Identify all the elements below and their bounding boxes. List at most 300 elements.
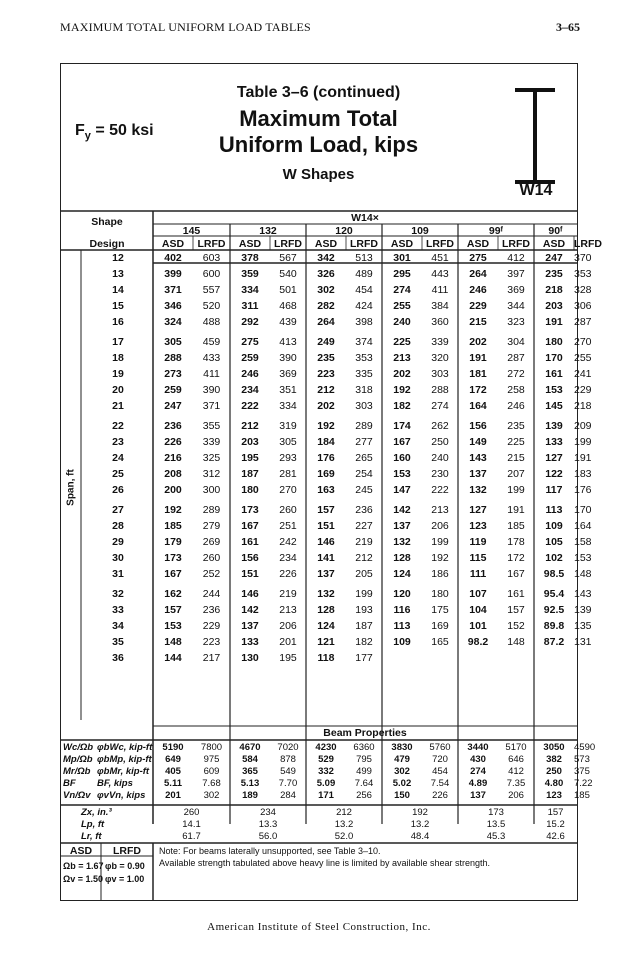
load-value: 124	[393, 568, 411, 580]
load-value: 384	[431, 300, 449, 312]
load-value: 292	[241, 316, 259, 328]
load-value: 156	[241, 552, 259, 564]
bp-lrfd-label: φvVn, kips	[97, 790, 146, 801]
load-value: 187	[355, 620, 373, 632]
load-value: 98.5	[543, 568, 565, 580]
load-value: 339	[431, 336, 449, 348]
load-value: 186	[431, 568, 449, 580]
load-value: 274	[393, 284, 411, 296]
bp-value: 5190	[162, 742, 184, 753]
load-value: 101	[469, 620, 487, 632]
bp-value: 795	[356, 754, 372, 765]
bp-value: 5170	[505, 742, 527, 753]
group-header: W14×	[351, 212, 379, 224]
bp-single-value: 13.2	[410, 819, 430, 830]
load-value: 185	[164, 520, 182, 532]
bp-single-label: Zx, in.³	[81, 807, 112, 818]
load-value: 246	[241, 368, 259, 380]
load-value: 160	[393, 452, 411, 464]
load-value: 102	[545, 552, 563, 564]
span-value: 31	[112, 568, 124, 580]
load-value: 113	[393, 620, 411, 632]
load-value: 203	[241, 436, 259, 448]
load-value: 222	[431, 484, 449, 496]
bp-value: 375	[574, 766, 590, 777]
load-value: 175	[431, 604, 449, 616]
bp-single-value: 192	[412, 807, 428, 818]
load-value: 216	[164, 452, 182, 464]
load-value: 443	[431, 268, 449, 280]
bp-value: 171	[318, 790, 334, 801]
load-value: 128	[317, 604, 335, 616]
load-value: 242	[279, 536, 297, 548]
span-value: 36	[112, 652, 124, 664]
load-value: 146	[241, 588, 259, 600]
load-value: 247	[164, 400, 182, 412]
bp-asd-label: Vn/Ωv	[63, 790, 91, 801]
load-value: 193	[355, 604, 373, 616]
load-value: 144	[164, 652, 182, 664]
load-value: 199	[431, 536, 449, 548]
load-value: 246	[507, 400, 525, 412]
load-value: 153	[545, 384, 563, 396]
load-value: 180	[241, 484, 259, 496]
load-value: 192	[393, 384, 411, 396]
load-value: 433	[202, 352, 221, 364]
bp-value: 878	[280, 754, 296, 765]
load-value: 304	[507, 336, 525, 348]
shape-tag: W14	[519, 182, 553, 199]
load-value: 225	[393, 336, 411, 348]
weight-header: 99ᶠ	[488, 225, 504, 237]
load-value: 320	[431, 352, 449, 364]
load-value: 289	[355, 420, 373, 432]
load-value: 223	[317, 368, 335, 380]
bp-lrfd-label: φbMr, kip-ft	[97, 766, 150, 777]
fy-symbol: F	[75, 122, 85, 139]
load-value: 205	[355, 568, 373, 580]
load-value: 192	[431, 552, 449, 564]
bp-value: 7.22	[574, 778, 593, 789]
weight-header: 145	[182, 225, 201, 237]
load-value: 115	[469, 552, 487, 564]
load-value: 251	[279, 520, 297, 532]
span-value: 16	[112, 316, 124, 328]
load-value: 157	[507, 604, 525, 616]
load-value: 187	[241, 468, 259, 480]
bp-single-value: 61.7	[182, 831, 201, 842]
span-value: 21	[112, 400, 124, 412]
load-value: 113	[545, 504, 563, 516]
bp-asd-label: Wc/Ωb	[63, 742, 94, 753]
load-value: 270	[574, 336, 592, 348]
page-number: 3–65	[556, 20, 580, 34]
asd-header: ASD	[542, 238, 566, 250]
load-value: 397	[507, 268, 525, 280]
load-value: 137	[469, 468, 487, 480]
load-value: 118	[317, 652, 335, 664]
load-value: 424	[355, 300, 373, 312]
load-value: 275	[469, 252, 487, 264]
load-value: 273	[164, 368, 182, 380]
load-value: 202	[469, 336, 487, 348]
bp-value: 549	[280, 766, 296, 777]
load-value: 246	[469, 284, 487, 296]
load-value: 334	[279, 400, 297, 412]
load-value: 351	[279, 384, 297, 396]
load-value: 208	[164, 468, 182, 480]
load-value: 272	[507, 368, 525, 380]
load-value: 167	[164, 568, 182, 580]
load-value: 281	[279, 468, 297, 480]
load-value: 161	[507, 588, 525, 600]
load-value: 323	[507, 316, 525, 328]
load-value: 282	[317, 300, 335, 312]
span-value: 33	[112, 604, 124, 616]
load-value: 269	[202, 536, 221, 548]
load-value: 169	[317, 468, 335, 480]
span-value: 23	[112, 436, 124, 448]
span-value: 27	[112, 504, 124, 516]
load-value: 459	[202, 336, 221, 348]
span-value: 20	[112, 384, 124, 396]
weight-header: 132	[259, 225, 277, 237]
load-value: 176	[574, 484, 592, 496]
weight-header: 120	[335, 225, 353, 237]
load-value: 133	[241, 636, 259, 648]
load-value: 217	[202, 652, 221, 664]
load-value: 218	[545, 284, 563, 296]
bp-value: 185	[574, 790, 590, 801]
span-value: 12	[112, 252, 124, 264]
bp-value: 7.64	[354, 778, 374, 789]
bp-value: 4230	[315, 742, 337, 753]
load-value: 183	[574, 468, 592, 480]
load-value: 234	[279, 552, 297, 564]
load-value: 326	[317, 268, 335, 280]
span-value: 28	[112, 520, 124, 532]
load-value: 468	[279, 300, 297, 312]
load-value: 398	[355, 316, 373, 328]
load-value: 145	[545, 400, 563, 412]
load-value: 413	[279, 336, 297, 348]
load-value: 288	[164, 352, 182, 364]
legend-phi-v: φv = 1.00	[105, 874, 145, 884]
load-value: 303	[431, 368, 449, 380]
load-value: 127	[469, 504, 487, 516]
bp-value: 5.11	[164, 778, 182, 789]
load-value: 153	[393, 468, 411, 480]
load-value: 318	[355, 384, 373, 396]
load-value: 132	[469, 484, 487, 496]
load-value: 119	[469, 536, 487, 548]
bp-value: 137	[470, 790, 486, 801]
load-value: 370	[574, 252, 592, 264]
load-value: 360	[431, 316, 449, 328]
load-value: 177	[355, 652, 373, 664]
load-value: 264	[317, 316, 335, 328]
fy-subscript: y	[84, 130, 91, 143]
bp-value: 479	[394, 754, 410, 765]
load-value: 240	[393, 316, 411, 328]
load-value: 439	[279, 316, 297, 328]
load-value: 277	[355, 436, 373, 448]
span-value: 25	[112, 468, 124, 480]
bp-single-value: 13.2	[334, 819, 354, 830]
load-value: 142	[241, 604, 259, 616]
lrfd-header: LRFD	[350, 238, 378, 250]
bp-value: 573	[574, 754, 590, 765]
span-axis-label: Span, ft	[65, 469, 77, 506]
load-value: 164	[469, 400, 487, 412]
bp-value: 7.68	[202, 778, 221, 789]
load-value: 137	[241, 620, 259, 632]
load-value: 265	[355, 452, 373, 464]
load-value: 229	[574, 384, 592, 396]
load-value: 229	[202, 620, 221, 632]
bp-lrfd-label: φbWc, kip-ft	[97, 742, 153, 753]
load-value: 236	[164, 420, 182, 432]
load-value: 157	[164, 604, 182, 616]
title-line-2: Uniform Load, kips	[218, 132, 419, 157]
load-value: 328	[574, 284, 592, 296]
load-value: 107	[469, 588, 487, 600]
bp-value: 454	[432, 766, 448, 777]
load-value: 131	[574, 636, 592, 648]
load-value: 250	[431, 436, 449, 448]
bp-value: 405	[165, 766, 181, 777]
load-value: 353	[574, 268, 592, 280]
load-value: 109	[393, 636, 411, 648]
load-value: 133	[545, 436, 563, 448]
bp-value: 382	[546, 754, 562, 765]
load-value: 287	[507, 352, 525, 364]
load-value: 173	[164, 552, 182, 564]
bp-value: 5.09	[316, 778, 336, 789]
load-value: 603	[202, 252, 221, 264]
bp-single-value: 157	[547, 807, 564, 818]
load-value: 191	[574, 452, 592, 464]
load-value: 170	[574, 504, 592, 516]
bp-value: 7.35	[506, 778, 526, 789]
load-value: 235	[507, 420, 525, 432]
load-value: 371	[202, 400, 221, 412]
fy-value: = 50 ksi	[90, 122, 154, 139]
load-value: 259	[164, 384, 182, 396]
load-value: 264	[469, 268, 487, 280]
bp-value: 4.80	[544, 778, 564, 789]
load-value: 203	[545, 300, 563, 312]
load-value: 371	[164, 284, 182, 296]
bp-value: 3440	[467, 742, 489, 753]
asd-header: ASD	[466, 238, 490, 250]
span-value: 29	[112, 536, 124, 548]
bp-single-value: 15.2	[546, 819, 565, 830]
load-value: 344	[507, 300, 525, 312]
load-value: 212	[355, 552, 373, 564]
bp-value: 302	[203, 790, 220, 801]
span-value: 13	[112, 268, 124, 280]
load-value: 215	[469, 316, 487, 328]
span-value: 19	[112, 368, 124, 380]
note-shear: Available strength tabulated above heavy line is limited by available shear strength.	[159, 858, 491, 868]
bp-value: 4590	[574, 742, 596, 753]
bp-value: 3830	[391, 742, 413, 753]
span-value: 34	[112, 620, 124, 632]
load-value: 339	[202, 436, 221, 448]
load-value: 213	[279, 604, 297, 616]
design-header: Design	[89, 238, 125, 250]
load-value: 287	[574, 316, 592, 328]
title-subtitle: W Shapes	[282, 166, 355, 183]
load-value: 105	[545, 536, 563, 548]
load-value: 305	[279, 436, 297, 448]
bp-value: 412	[508, 766, 524, 777]
load-value: 161	[241, 536, 259, 548]
load-value: 170	[545, 352, 563, 364]
bp-single-label: Lp, ft	[81, 819, 105, 830]
load-value: 143	[469, 452, 487, 464]
load-value: 451	[431, 252, 449, 264]
load-value: 557	[202, 284, 221, 296]
load-value: 158	[574, 536, 592, 548]
load-value: 191	[507, 504, 525, 516]
load-value: 184	[317, 436, 335, 448]
load-value: 274	[431, 400, 449, 412]
bp-value: 7.54	[430, 778, 450, 789]
load-value: 213	[393, 352, 411, 364]
legend-asd: ASD	[69, 845, 93, 857]
bp-value: 499	[356, 766, 372, 777]
load-value: 179	[164, 536, 182, 548]
load-value: 139	[574, 604, 592, 616]
load-value: 324	[164, 316, 182, 328]
load-value: 215	[507, 452, 525, 464]
load-value: 122	[545, 468, 563, 480]
load-value: 353	[355, 352, 373, 364]
load-value: 234	[241, 384, 259, 396]
load-value: 95.4	[543, 588, 565, 600]
load-value: 312	[202, 468, 221, 480]
load-value: 120	[393, 588, 411, 600]
bp-value: 4670	[239, 742, 261, 753]
span-value: 35	[112, 636, 124, 648]
load-value: 390	[279, 352, 297, 364]
bp-single-value: 14.1	[182, 819, 201, 830]
load-value: 302	[317, 284, 335, 296]
load-value: 141	[317, 552, 335, 564]
bp-value: 430	[470, 754, 486, 765]
load-value: 132	[393, 536, 411, 548]
load-value: 148	[164, 636, 182, 648]
span-value: 32	[112, 588, 124, 600]
bp-value: 584	[242, 754, 258, 765]
load-value: 174	[393, 420, 411, 432]
span-value: 17	[112, 336, 124, 348]
load-value: 116	[393, 604, 411, 616]
load-value: 359	[241, 268, 259, 280]
bp-value: 256	[356, 790, 372, 801]
load-value: 162	[164, 588, 182, 600]
table-number: Table 3–6 (continued)	[236, 84, 401, 101]
load-value: 178	[507, 536, 525, 548]
load-value: 182	[393, 400, 411, 412]
load-value: 130	[241, 652, 259, 664]
running-head-title: MAXIMUM TOTAL UNIFORM LOAD TABLES	[60, 20, 311, 34]
bp-value: 720	[432, 754, 448, 765]
asd-header: ASD	[390, 238, 414, 250]
load-value: 342	[317, 252, 335, 264]
bp-value: 365	[242, 766, 258, 777]
load-value: 148	[507, 636, 525, 648]
load-value: 374	[355, 336, 373, 348]
load-value: 295	[393, 268, 411, 280]
load-value: 207	[507, 468, 525, 480]
load-value: 191	[469, 352, 487, 364]
span-value: 24	[112, 452, 124, 464]
load-value: 151	[241, 568, 259, 580]
load-value: 212	[241, 420, 259, 432]
bp-value: 529	[318, 754, 334, 765]
load-value: 288	[431, 384, 449, 396]
load-value: 128	[393, 552, 411, 564]
lrfd-header: LRFD	[274, 238, 302, 250]
load-value: 306	[574, 300, 592, 312]
load-value: 172	[507, 552, 525, 564]
bp-value: 3050	[543, 742, 565, 753]
load-value: 87.2	[543, 636, 565, 648]
lrfd-header: LRFD	[574, 238, 602, 250]
load-value: 240	[431, 452, 449, 464]
load-value: 185	[507, 520, 525, 532]
legend-phi-b: φb = 0.90	[105, 861, 145, 871]
load-value: 255	[574, 352, 592, 364]
load-value: 219	[279, 588, 297, 600]
beam-properties-title: Beam Properties	[323, 727, 407, 739]
load-value: 199	[507, 484, 525, 496]
load-value: 152	[507, 620, 525, 632]
load-value: 262	[431, 420, 449, 432]
load-value: 520	[202, 300, 221, 312]
load-value: 195	[279, 652, 297, 664]
load-value: 218	[574, 400, 592, 412]
span-value: 18	[112, 352, 124, 364]
note-lateral: Note: For beams laterally unsupported, see Table 3–10.	[159, 846, 381, 856]
load-value: 146	[317, 536, 335, 548]
load-value: 412	[507, 252, 525, 264]
load-value: 600	[202, 268, 221, 280]
bp-value: 975	[203, 754, 220, 765]
load-value: 206	[279, 620, 297, 632]
load-value: 163	[317, 484, 335, 496]
bp-value: 5.02	[392, 778, 412, 789]
bp-single-label: Lr, ft	[81, 831, 102, 842]
load-value: 279	[202, 520, 221, 532]
bp-value: 201	[165, 790, 181, 801]
load-value: 157	[317, 504, 335, 516]
load-value: 123	[469, 520, 487, 532]
bp-value: 332	[318, 766, 334, 777]
load-value: 289	[202, 504, 221, 516]
load-value: 411	[431, 284, 449, 296]
load-value: 252	[202, 568, 221, 580]
load-value: 156	[469, 420, 487, 432]
load-value: 89.8	[543, 620, 565, 632]
span-value: 26	[112, 484, 124, 496]
bp-single-value: 13.3	[258, 819, 278, 830]
load-value: 245	[355, 484, 373, 496]
bp-single-value: 13.5	[486, 819, 506, 830]
